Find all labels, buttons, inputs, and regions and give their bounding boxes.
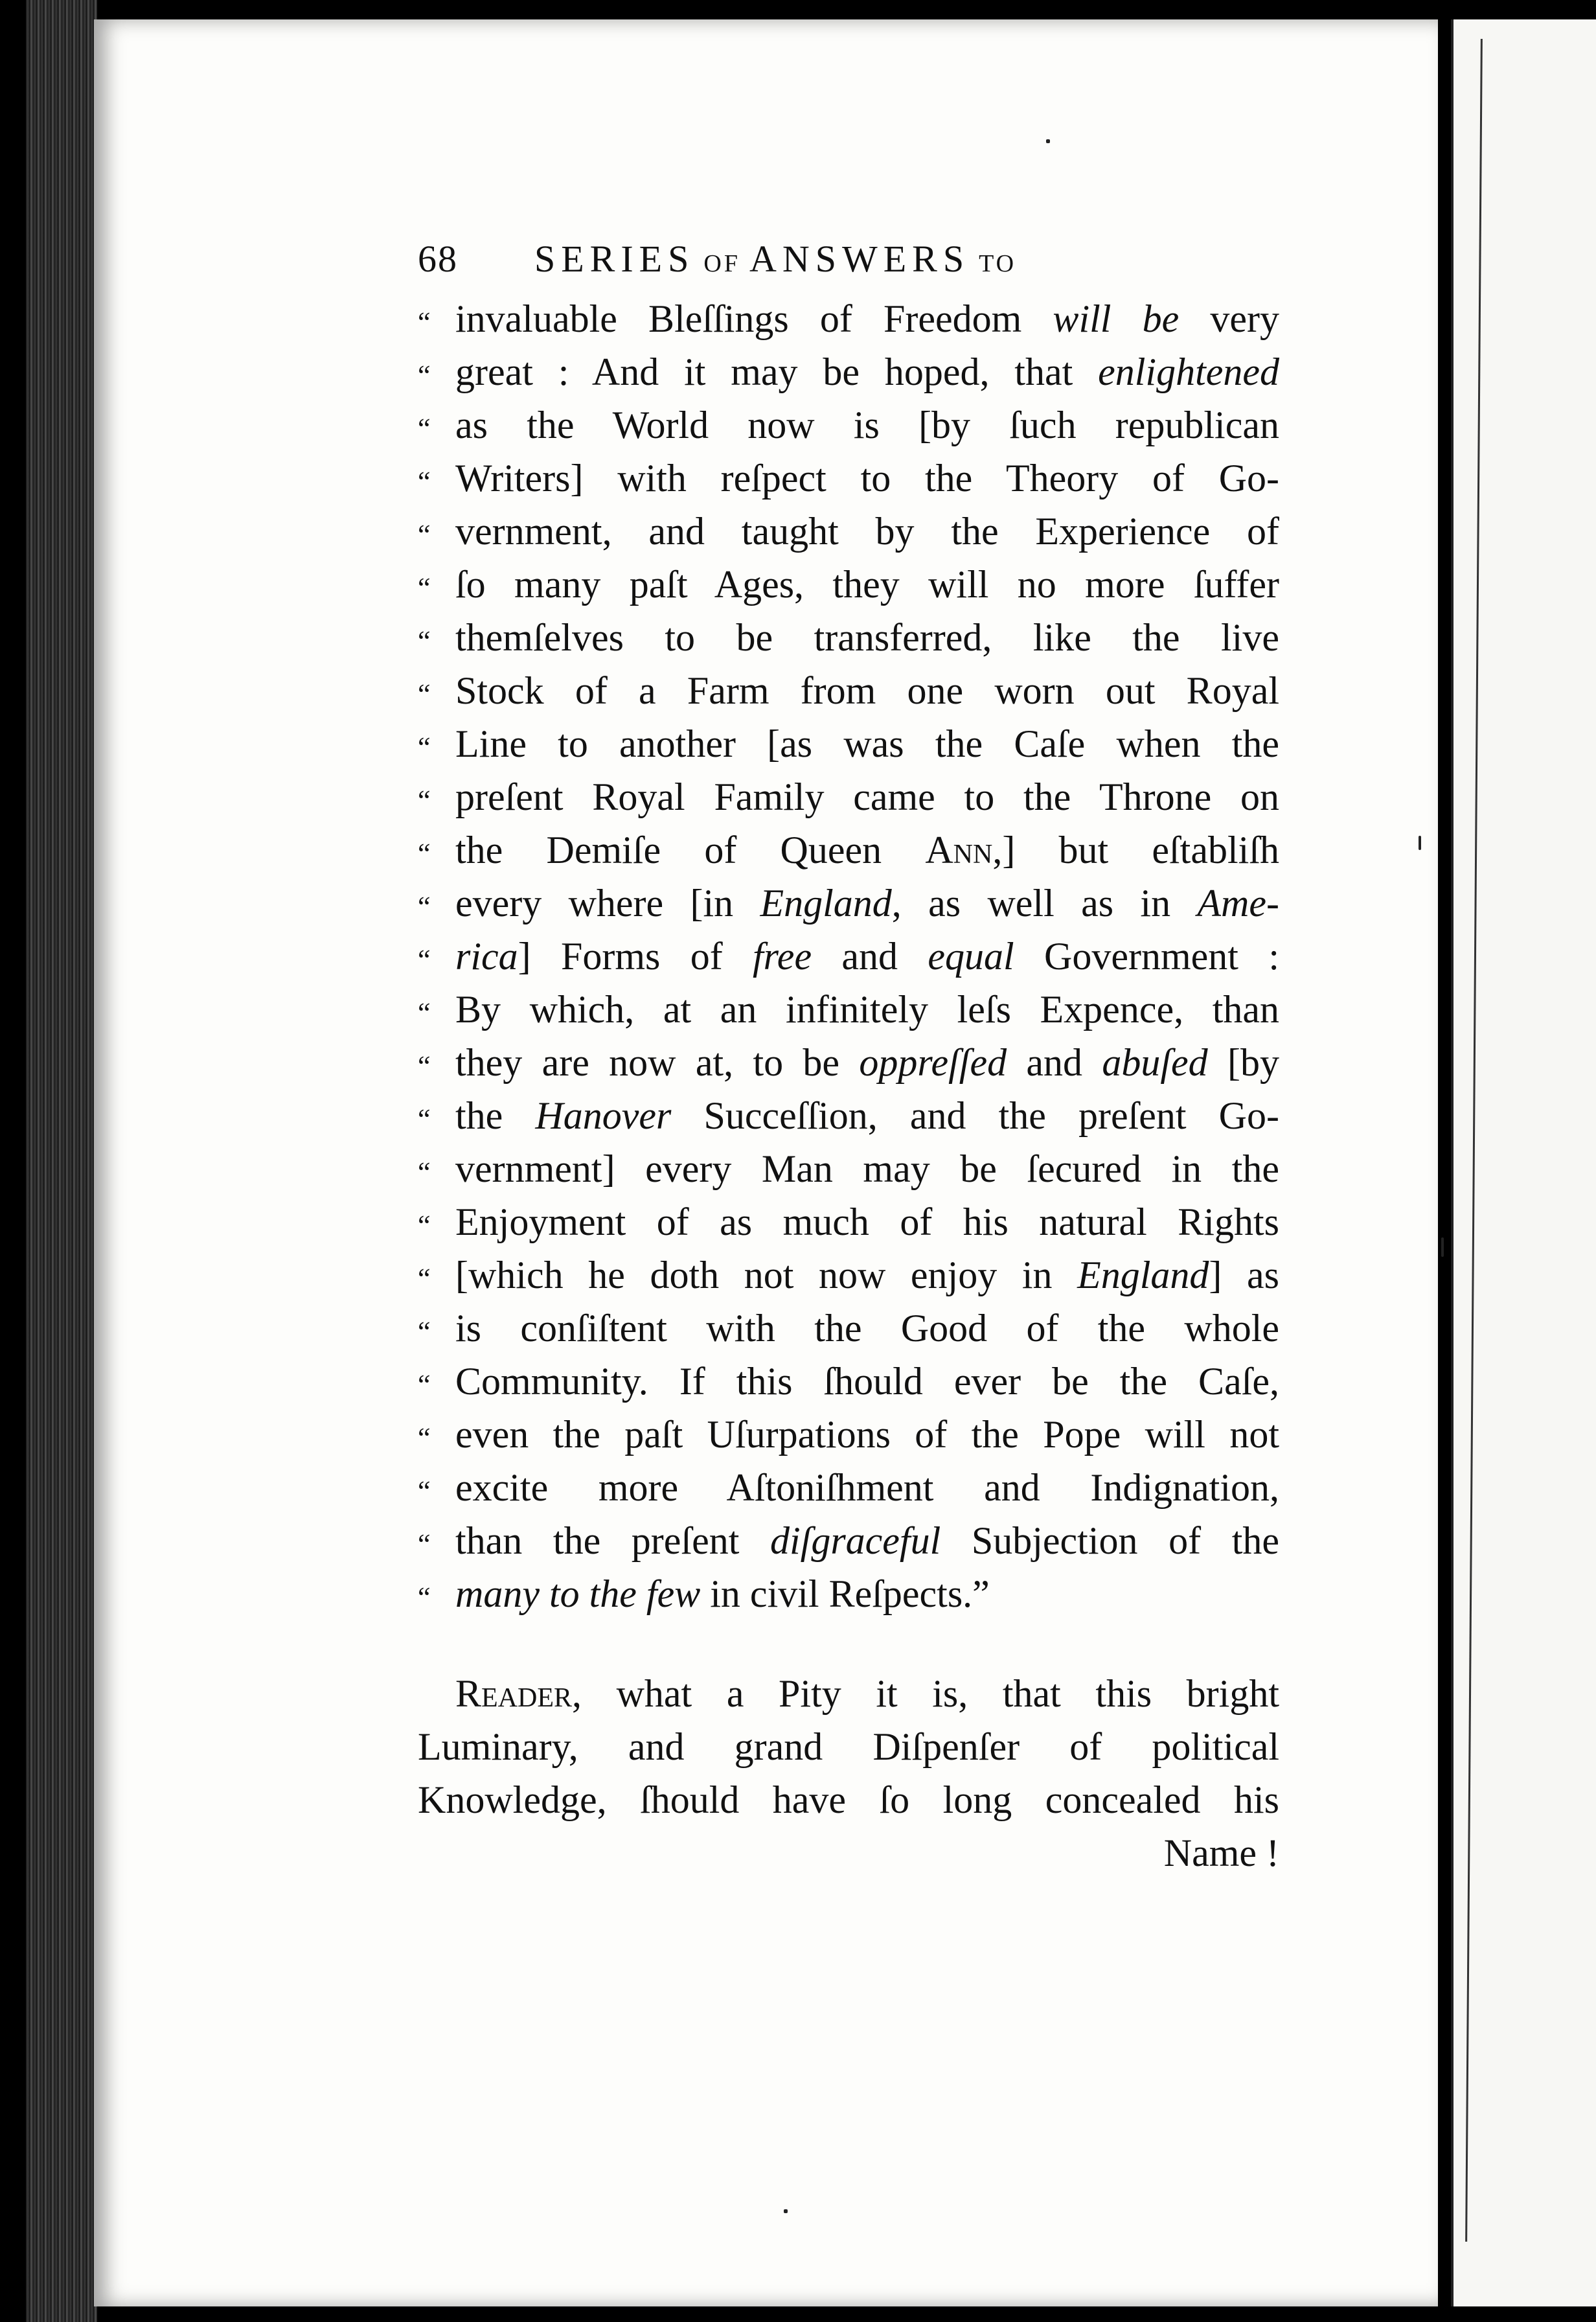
quote-mark: “ bbox=[418, 306, 431, 338]
quoted-line bbox=[418, 722, 1279, 775]
quoted-line bbox=[418, 1147, 1279, 1200]
quote-mark: “ bbox=[418, 1316, 431, 1348]
quote-mark: “ bbox=[418, 360, 431, 391]
quoted-line-text: Writers] with reſpect to the Theory of Go- bbox=[455, 457, 1279, 500]
quoted-line bbox=[418, 934, 1279, 987]
quote-mark: “ bbox=[418, 1210, 431, 1241]
quoted-line-text: Stock of a Farm from one worn out Royal bbox=[455, 669, 1279, 712]
quote-mark: “ bbox=[418, 1050, 431, 1082]
quoted-line bbox=[418, 615, 1279, 669]
quote-mark: “ bbox=[418, 1581, 431, 1613]
quoted-line-text: than the preſent diſgraceful Subjection of the bbox=[455, 1519, 1279, 1562]
quoted-line-text: rica] Forms of free and equal Government : bbox=[455, 935, 1279, 978]
quoted-line-text: vernment] every Man may be ſecured in the bbox=[455, 1147, 1279, 1190]
ink-speck bbox=[1046, 139, 1050, 143]
quoted-line-text: they are now at, to be oppreſſed and abuſed [by bbox=[455, 1041, 1279, 1084]
quoted-line bbox=[418, 350, 1279, 403]
quoted-line bbox=[418, 1253, 1279, 1306]
quoted-line-text: themſelves to be transferred, like the live bbox=[455, 616, 1279, 659]
quoted-line-text: many to the few in civil Reſpects.” bbox=[455, 1572, 990, 1615]
paragraph-line-text: Name ! bbox=[1163, 1832, 1279, 1874]
quoted-line bbox=[418, 987, 1279, 1040]
quoted-line-text: invaluable Bleſſings of Freedom will be very bbox=[455, 297, 1279, 340]
facing-page-rule bbox=[1465, 39, 1483, 2242]
paragraph-line-text: Luminary, and grand Diſpenſer of political bbox=[418, 1725, 1279, 1768]
quoted-line bbox=[418, 1572, 1279, 1625]
running-head bbox=[418, 237, 1279, 297]
quoted-line-text: is conſiſtent with the Good of the whole bbox=[455, 1307, 1279, 1350]
quote-mark: “ bbox=[418, 1475, 431, 1507]
quote-mark: “ bbox=[418, 572, 431, 604]
quoted-line bbox=[418, 1200, 1279, 1253]
paragraph-line bbox=[418, 1831, 1279, 1884]
quoted-line bbox=[418, 1519, 1279, 1572]
quoted-line bbox=[418, 881, 1279, 934]
closing-paragraph bbox=[418, 1672, 1279, 1884]
running-title-word: ANSWERS bbox=[749, 238, 970, 280]
quote-mark: “ bbox=[418, 466, 431, 498]
quoted-line bbox=[418, 1094, 1279, 1147]
quoted-line-text: even the paſt Uſurpations of the Pope will not bbox=[455, 1413, 1279, 1456]
quoted-passage bbox=[418, 297, 1279, 1625]
quote-mark: “ bbox=[418, 785, 431, 816]
paragraph-line bbox=[418, 1672, 1279, 1725]
quoted-line-text: Community. If this ſhould ever be the Caſe, bbox=[455, 1360, 1279, 1403]
paragraph-line-text: Knowledge, ſhould have ſo long concealed his bbox=[418, 1778, 1279, 1821]
quoted-line-text: the Demiſe of Queen Ann,] but eſtabliſh bbox=[455, 829, 1279, 871]
book-gutter bbox=[26, 0, 97, 2322]
quoted-line-text: ſo many paſt Ages, they will no more ſuffer bbox=[455, 563, 1279, 606]
quoted-line bbox=[418, 1040, 1279, 1094]
quoted-line-text: every where [in England, as well as in Ame- bbox=[455, 882, 1279, 925]
quoted-line bbox=[418, 509, 1279, 562]
quoted-line bbox=[418, 669, 1279, 722]
quoted-line bbox=[418, 456, 1279, 509]
quote-mark: “ bbox=[418, 413, 431, 444]
paragraph-line bbox=[418, 1725, 1279, 1778]
quoted-line bbox=[418, 403, 1279, 456]
running-title-small-word: OF bbox=[703, 250, 740, 277]
quote-mark: “ bbox=[418, 1103, 431, 1135]
quoted-line bbox=[418, 1306, 1279, 1359]
facing-page-edge bbox=[1451, 19, 1596, 2306]
quote-mark: “ bbox=[418, 1156, 431, 1188]
ink-speck bbox=[1441, 1237, 1444, 1257]
quoted-line-text: preſent Royal Family came to the Throne on bbox=[455, 776, 1279, 818]
quoted-line-text: as the World now is [by ſuch republican bbox=[455, 404, 1279, 446]
quote-mark: “ bbox=[418, 997, 431, 1029]
quoted-line-text: great : And it may be hoped, that enlightened bbox=[455, 351, 1279, 393]
quoted-line bbox=[418, 562, 1279, 615]
quoted-line bbox=[418, 1412, 1279, 1466]
quote-mark: “ bbox=[418, 678, 431, 710]
quote-mark: “ bbox=[418, 625, 431, 657]
running-title-small-word: TO bbox=[979, 250, 1017, 277]
quoted-line bbox=[418, 297, 1279, 350]
paragraph-line-text: Reader, what a Pity it is, that this bright bbox=[455, 1672, 1279, 1715]
quoted-line-text: the Hanover Succeſſion, and the preſent Go- bbox=[455, 1094, 1279, 1137]
quoted-line-text: [which he doth not now enjoy in England] as bbox=[455, 1254, 1279, 1296]
quoted-line bbox=[418, 828, 1279, 881]
ink-speck bbox=[1419, 836, 1421, 850]
quote-mark: “ bbox=[418, 731, 431, 763]
ink-speck bbox=[784, 2209, 788, 2213]
quote-mark: “ bbox=[418, 1422, 431, 1454]
quote-mark: “ bbox=[418, 519, 431, 551]
quoted-line-text: By which, at an infinitely leſs Expence, than bbox=[455, 988, 1279, 1031]
quote-mark: “ bbox=[418, 1263, 431, 1294]
paragraph-gap bbox=[418, 1625, 1279, 1672]
quoted-line bbox=[418, 1359, 1279, 1412]
running-title-word: SERIES bbox=[534, 238, 695, 280]
quoted-line bbox=[418, 775, 1279, 828]
paragraph-line bbox=[418, 1778, 1279, 1831]
quoted-line-text: excite more Aſtoniſhment and Indignation, bbox=[455, 1466, 1279, 1509]
quote-mark: “ bbox=[418, 838, 431, 869]
quoted-line-text: Enjoyment of as much of his natural Rights bbox=[455, 1201, 1279, 1243]
quoted-line-text: vernment, and taught by the Experience of bbox=[455, 510, 1279, 553]
quote-mark: “ bbox=[418, 891, 431, 923]
quoted-line-text: Line to another [as was the Caſe when the bbox=[455, 722, 1279, 765]
running-title bbox=[534, 237, 1025, 281]
quote-mark: “ bbox=[418, 1528, 431, 1560]
page-number: 68 bbox=[418, 238, 458, 280]
quote-mark: “ bbox=[418, 944, 431, 976]
quoted-line bbox=[418, 1466, 1279, 1519]
page-text bbox=[418, 237, 1279, 1884]
quote-mark: “ bbox=[418, 1369, 431, 1401]
